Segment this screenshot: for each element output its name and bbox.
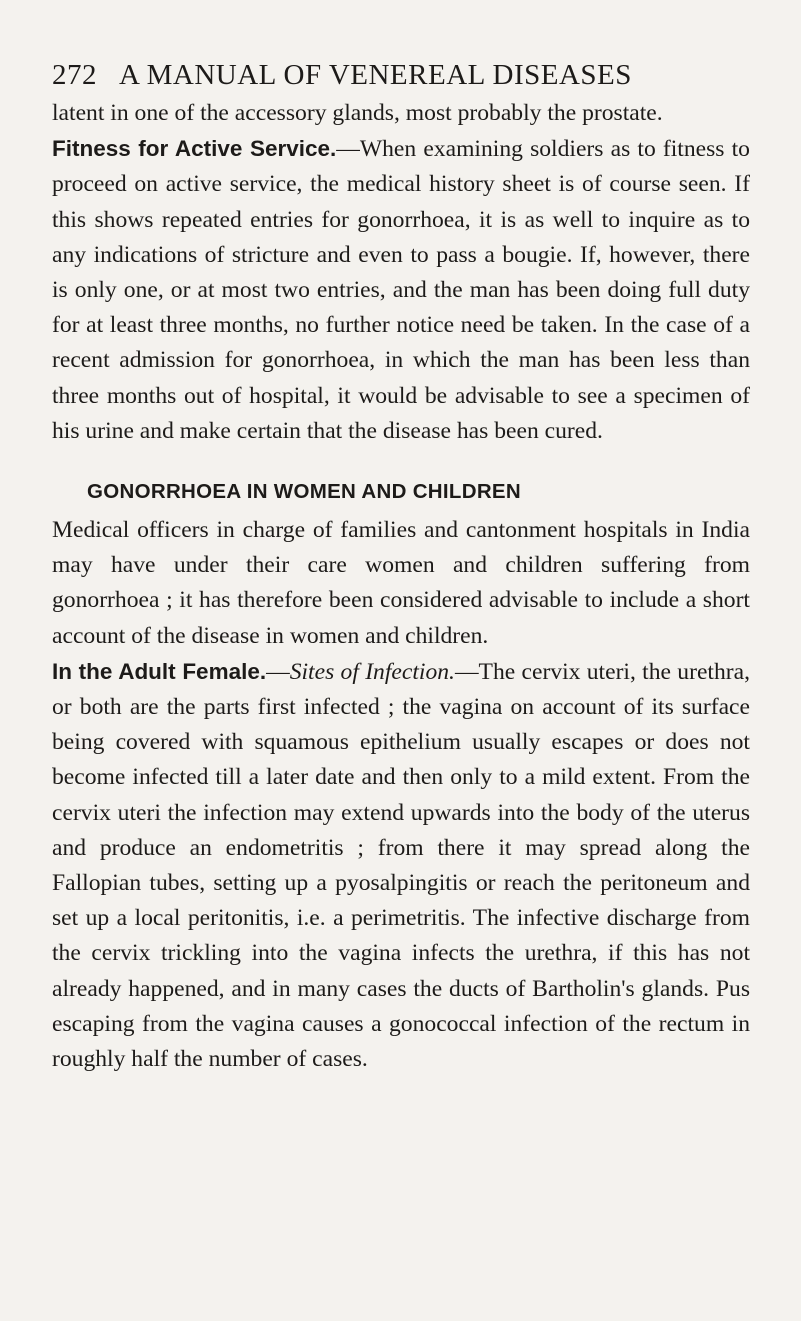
italic-subheading: Sites of Infection.: [289, 658, 455, 685]
section-title: GONORRHOEA IN WOMEN AND CHILDREN: [87, 480, 522, 504]
paragraph-adult-female: [52, 654, 750, 1077]
paragraph-text: latent in one of the accessory glands, most probably the prostate.: [52, 100, 663, 126]
running-header: [52, 58, 752, 92]
running-title: A MANUAL OF VENEREAL DISEASES: [119, 59, 632, 91]
run-in-heading: In the Adult Female.: [52, 658, 267, 684]
paragraph-intro: [52, 513, 750, 654]
dash: —: [266, 658, 290, 685]
paragraph-fitness: [52, 131, 750, 449]
paragraph-continuation: [52, 96, 750, 131]
page-number: 272: [52, 59, 97, 91]
paragraph-text: Medical officers in charge of families and cantonment hospitals in India may have under their care women and children suffering from gonorrhoea ; it has therefore been considered advisable to include a short account of the disease in women and children.: [52, 517, 750, 649]
paragraph-text: —The cervix uteri, the urethra, or both are the parts first infected ; the vagina on account of its surface being covered with squamous epithelium usually escapes or does not become infected till a later date and then only to a mild extent. From the cervix uteri the infection may extend upwards into the body of the uterus and produce an endometritis ; from there it may spread along the Fallopian tubes, setting up a pyosalpingitis or reach the peritoneum and set up a local peritonitis, i.e. a perimetritis. The infective discharge from the cervix trickling into the vagina infects the urethra, if this has not already happened, and in many cases the ducts of Bartholin's glands. Pus escaping from the vagina causes a gonococcal infection of the rectum in roughly half the number of cases.: [52, 658, 750, 1073]
run-in-heading: Fitness for Active Service.: [52, 136, 337, 162]
body-text: [52, 96, 750, 1077]
paragraph-text: —When examining soldiers as to fitness to proceed on active service, the medical history sheet is of course seen. If this shows repeated entries for gonorrhoea, it is as well to inquire as to any indications of stricture and even to pass a bougie. If, however, there is only one, or at most two entries, and the man has been doing full duty for at least three months, no further notice need be taken. In the case of a recent admission for gonorrhoea, in which the man has been less than three months out of hospital, it would be advisable to see a specimen of his urine and make certain that the disease has been cured.: [52, 136, 750, 444]
